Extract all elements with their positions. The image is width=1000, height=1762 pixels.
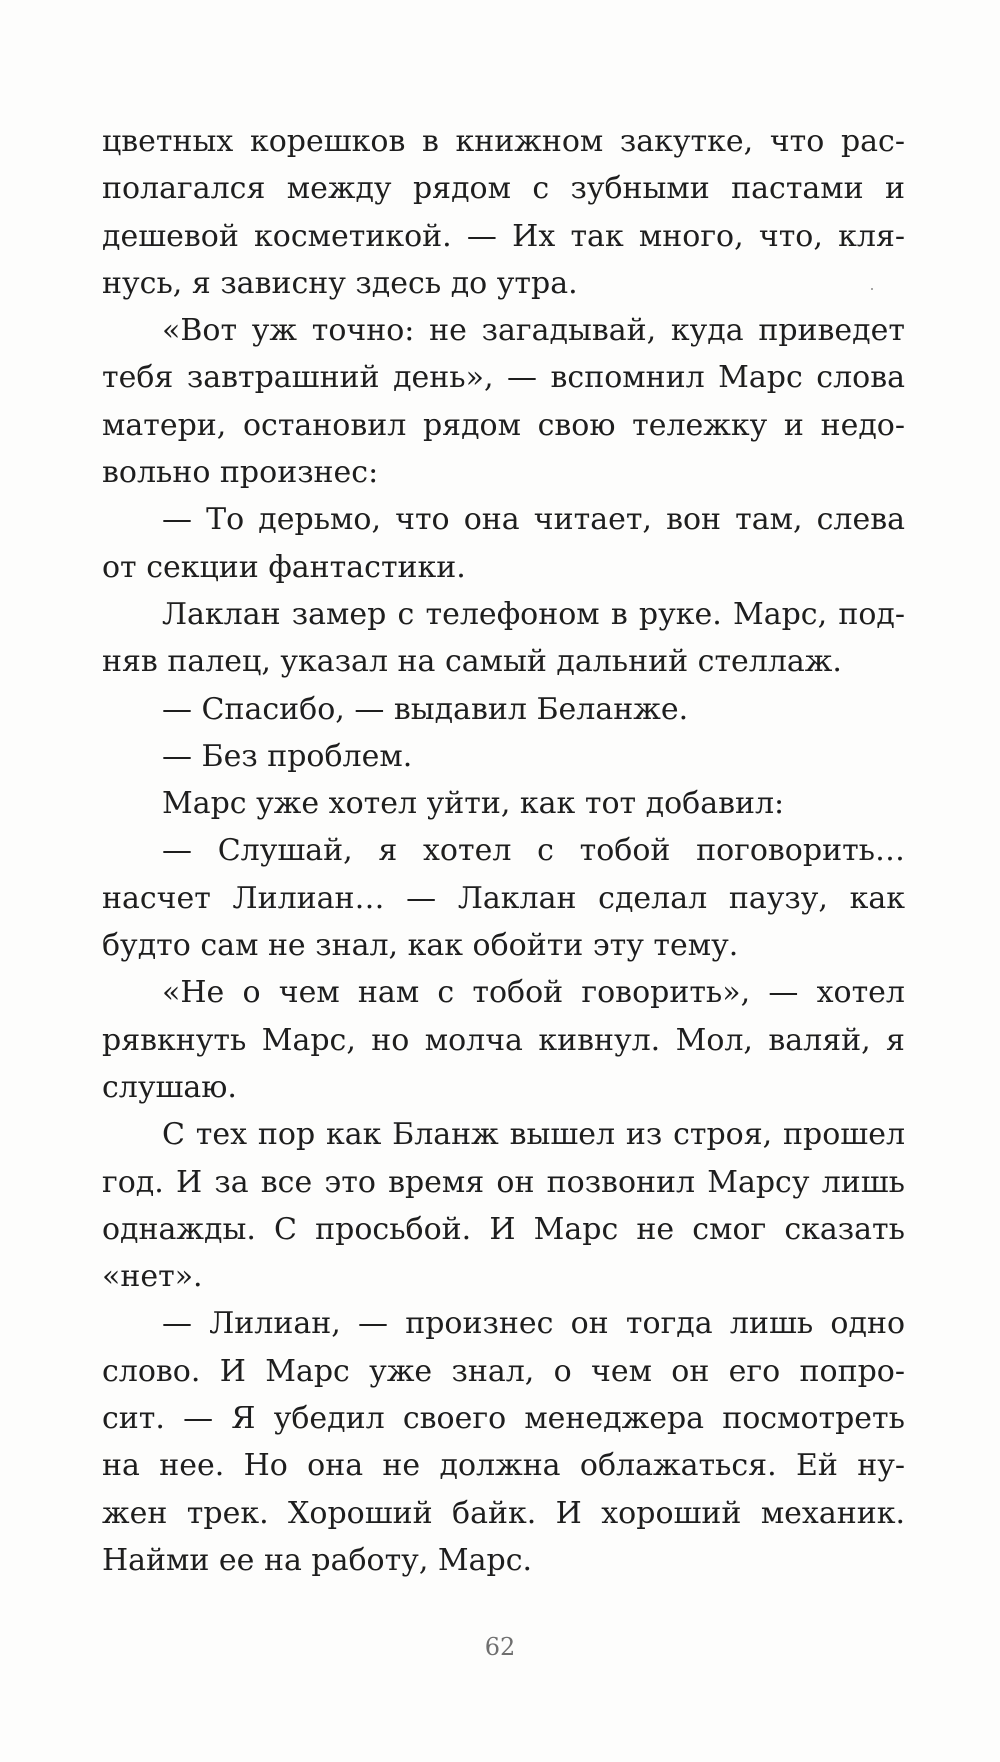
text-line: на нее. Но она не должна облажаться. Ей ну- — [102, 1448, 905, 1484]
text-line: Лаклан замер с телефоном в руке. Марс, под- — [162, 596, 905, 632]
text-line: нусь, я зависну здесь до утра. — [102, 265, 578, 301]
text-line: слово. И Марс уже знал, о чем он его попро- — [102, 1353, 905, 1389]
text-line: — Слушай, я хотел с тобой поговорить… — [162, 833, 905, 869]
text-line: — Без проблем. — [162, 738, 413, 774]
text-line: слушаю. — [102, 1069, 237, 1105]
text-line: сит. — Я убедил своего менеджера посмотреть — [102, 1401, 905, 1437]
text-line: однажды. С просьбой. И Марс не смог сказать — [102, 1211, 905, 1247]
text-line: насчет Лилиан… — Лаклан сделал паузу, как — [102, 880, 905, 916]
text-line: жен трек. Хороший байк. И хороший механик. — [102, 1495, 905, 1531]
text-line: — Лилиан, — произнес он тогда лишь одно — [162, 1306, 905, 1342]
text-line: рявкнуть Марс, но молча кивнул. Мол, валяй, я — [102, 1022, 905, 1058]
text-line: год. И за все это время он позвонил Марсу лишь — [102, 1164, 905, 1200]
text-line: няв палец, указал на самый дальний стеллаж. — [102, 644, 842, 680]
text-line: будто сам не знал, как обойти эту тему. — [102, 928, 739, 964]
text-line: от секции фантастики. — [102, 549, 466, 585]
text-line: С тех пор как Бланж вышел из строя, прошел — [162, 1117, 905, 1153]
text-line: Марс уже хотел уйти, как тот добавил: — [162, 786, 785, 822]
text-line: матери, остановил рядом свою тележку и недо- — [102, 407, 905, 443]
text-line: — Спасибо, — выдавил Беланже. — [162, 691, 689, 727]
text-line: дешевой косметикой. — Их так много, что, кля- — [102, 218, 905, 254]
text-line: цветных корешков в книжном закутке, что рас- — [102, 124, 905, 159]
text-line: — То дерьмо, что она читает, вон там, слева — [162, 502, 905, 538]
text-line: полагался между рядом с зубными пастами и — [102, 171, 905, 207]
page-number: 62 — [484, 1633, 516, 1661]
text-line: тебя завтрашний день», — вспомнил Марс слова — [102, 360, 905, 396]
text-line: Найми ее на работу, Марс. — [102, 1542, 533, 1578]
text-line: «Вот уж точно: не загадывай, куда приведет — [162, 313, 905, 349]
text-line: вольно произнес: — [102, 455, 379, 491]
text-line: «Не о чем нам с тобой говорить», — хотел — [162, 975, 905, 1011]
text-line: «нет». — [102, 1259, 203, 1295]
body-text — [102, 118, 905, 1584]
